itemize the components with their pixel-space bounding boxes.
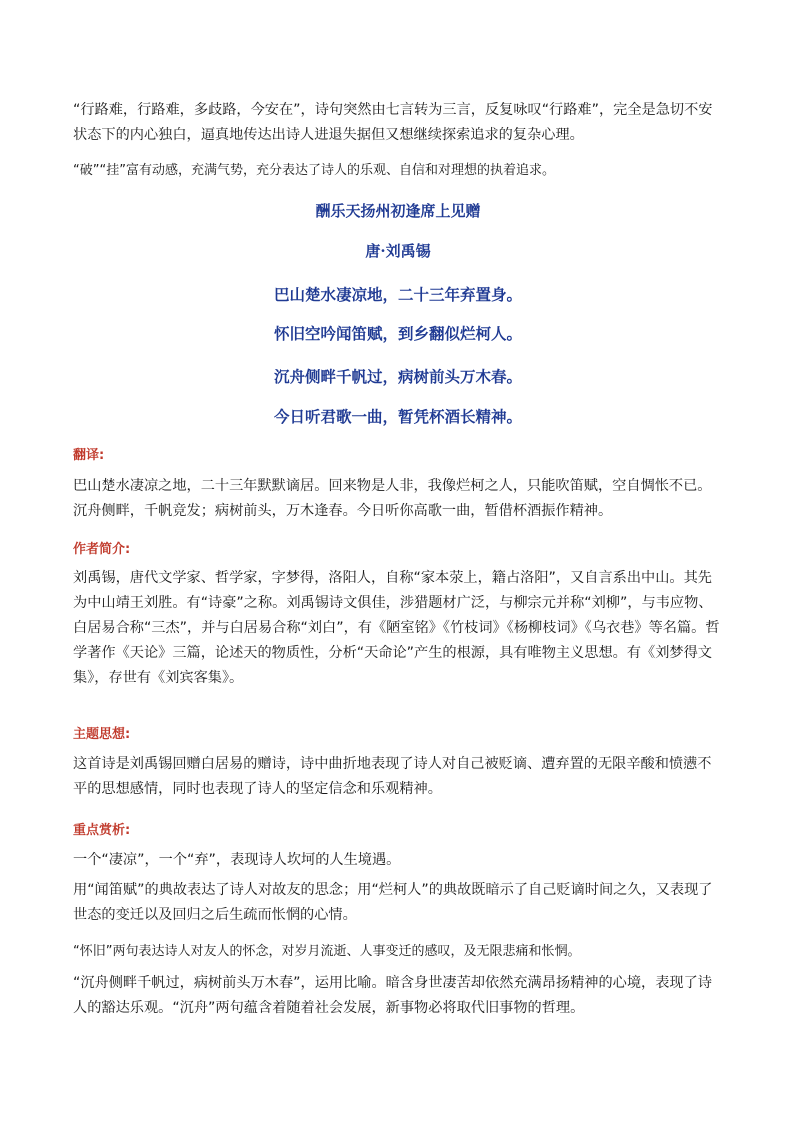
poem-line-2: 怀旧空吟闻笛赋，到乡翻似烂柯人。 [273, 324, 522, 343]
intro-paragraph-2: “破”“挂”富有动感，充满气势，充分表达了诗人的乐观、自信和对理想的执着追求。 [73, 163, 555, 178]
author-intro-heading: 作者简介: [73, 542, 131, 557]
poem-title: 酬乐天扬州初逢席上见赠 [315, 202, 481, 220]
theme-text: 这首诗是刘禹锡回赠白居易的赠诗，诗中曲折地表现了诗人对自己被贬谪、遭弃置的无限辛酸和愤懑不平的思想感情，同时也表现了诗人的坚定信念和乐观精神。 [73, 756, 712, 797]
analysis-paragraph-1: 一个“凄凉”，一个“弃”，表现诗人坎坷的人生境遇。 [73, 852, 401, 868]
translation-text: 巴山楚水凄凉之地，二十三年默默谪居。回来物是人非，我像烂柯之人，只能吹笛赋，空自惆怅不已。沉舟侧畔，千帆竞发；病树前头，万木逢春。今日听你高歌一曲，暂借杯酒振作精神。 [73, 478, 712, 519]
analysis-paragraph-2: 用“闻笛赋”的典故表达了诗人对故友的思念；用“烂柯人”的典故既暗示了自己贬谪时间之久，又表现了世态的变迁以及回归之后生疏而怅惘的心情。 [73, 882, 713, 923]
theme-heading: 主题思想: [73, 727, 131, 742]
author-intro-text: 刘禹锡，唐代文学家、哲学家，字梦得，洛阳人，自称“家本荥上，籍占洛阳”，又自言系出中山。其先为中山靖王刘胜。有“诗豪”之称。刘禹锡诗文俱佳，涉猎题材广泛，与柳宗元并称“刘柳”，与韦应物、白居易合称“三杰”，并与白居易合称“刘白”，有《陋室铭》《竹枝词》《杨柳枝词》《乌衣巷》等名篇。哲学著作《天论》三篇，论述天的物质性，分析“天命论”产生的根源，具有唯物主义思想。有《刘梦得文集》，存世有《刘宾客集》。 [73, 570, 720, 686]
intro-paragraph-1: “行路难，行路难，多歧路，今安在”，诗句突然由七言转为三言，反复咏叹“行路难”，完全是急切不安状态下的内心独白，逼真地传达出诗人进退失据但又想继续探索追求的复杂心理。 [73, 102, 713, 143]
poem-line-4: 今日听君歌一曲，暂凭杯酒长精神。 [273, 407, 522, 426]
translation-heading: 翻译: [73, 448, 105, 463]
analysis-heading: 重点赏析: [73, 823, 131, 838]
poem-author: 唐·刘禹锡 [365, 242, 431, 260]
poem-line-1: 巴山楚水凄凉地，二十三年弃置身。 [273, 285, 522, 304]
poem-line-3: 沉舟侧畔千帆过，病树前头万木春。 [273, 367, 522, 386]
analysis-paragraph-3: “怀旧”两句表达诗人对友人的怀念，对岁月流逝、人事变迁的感叹，及无限悲痛和怅惘。 [73, 944, 581, 959]
analysis-paragraph-4: “沉舟侧畔千帆过，病树前头万木春”，运用比喻。暗含身世凄苦却依然充满昂扬精神的心境，表现了诗人的豁达乐观。“沉舟”两句蕴含着随着社会发展，新事物必将取代旧事物的哲理。 [73, 975, 712, 1016]
